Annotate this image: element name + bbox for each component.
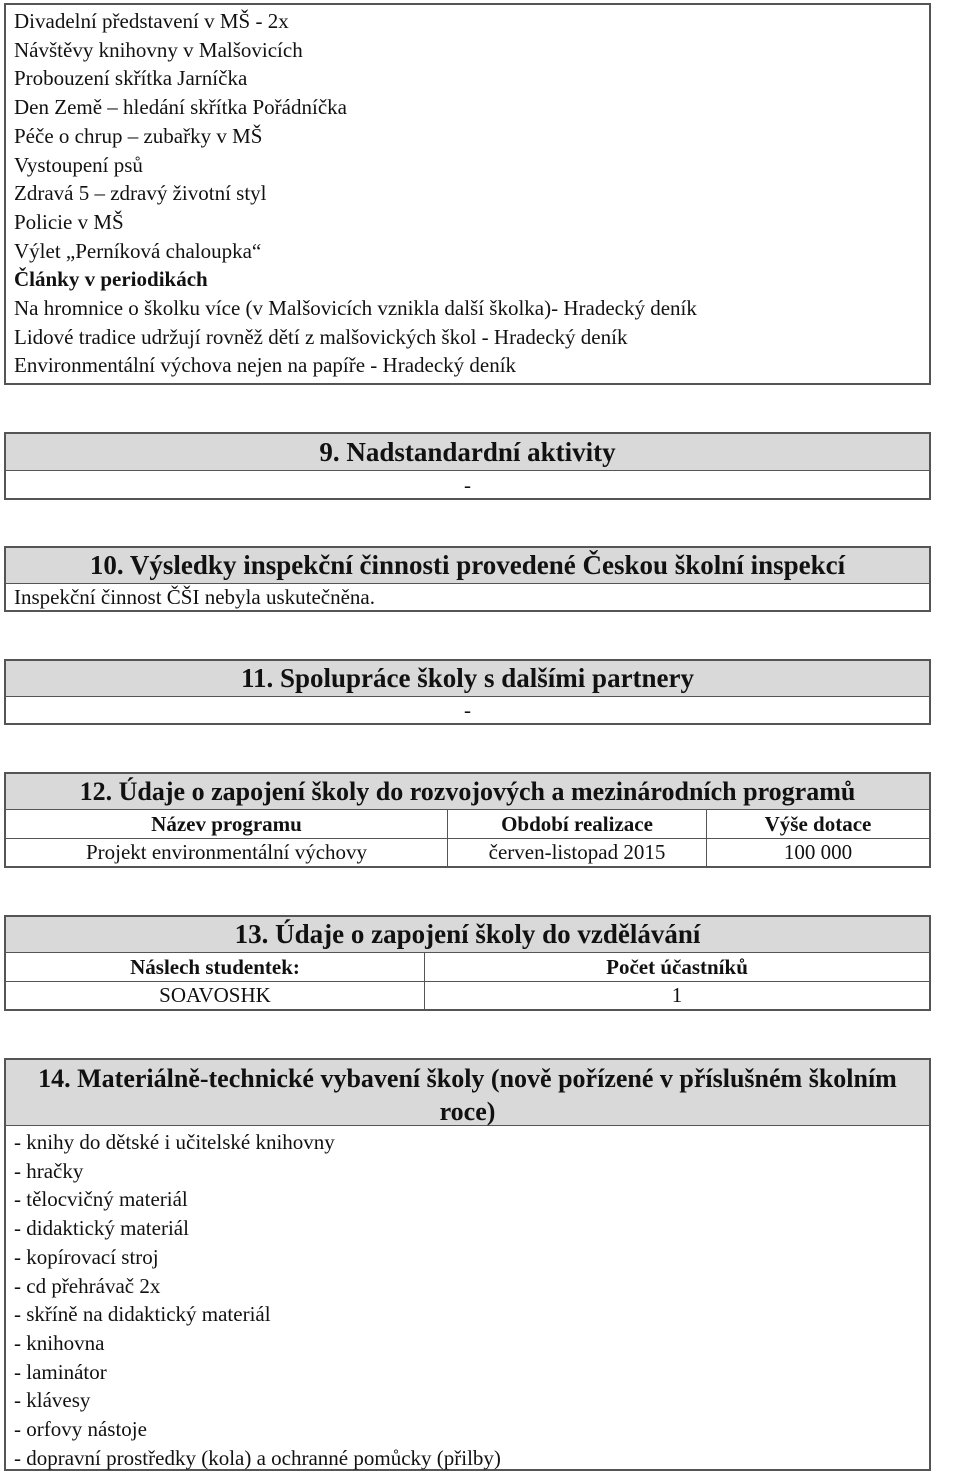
- section-12-title: 12. Údaje o zapojení školy do rozvojových a mezinárodních programů: [6, 774, 929, 810]
- list-item: Probouzení skřítka Jarníčka: [14, 66, 248, 91]
- list-item: - cd přehrávač 2x: [14, 1273, 161, 1298]
- list-item: - hračky: [14, 1158, 84, 1183]
- section-10-title: 10. Výsledky inspekční činnosti provedené Českou školní inspekcí: [6, 548, 929, 584]
- list-item: Divadelní představení v MŠ - 2x: [14, 9, 289, 33]
- column-header: Výše dotace: [706, 810, 929, 838]
- section-9-body: -: [464, 473, 471, 497]
- list-item: Zdravá 5 – zdravý životní styl: [14, 181, 267, 206]
- equipment-list: [6, 1126, 929, 1472]
- list-item: Vystoupení psů: [14, 152, 143, 177]
- table-row: [6, 981, 929, 1009]
- list-item: - orfovy nástoje: [14, 1417, 147, 1442]
- section-11: [4, 659, 931, 725]
- column-header: Období realizace: [447, 810, 706, 838]
- list-item: - didaktický materiál: [14, 1216, 189, 1241]
- column-header: Počet účastníků: [424, 953, 929, 981]
- list-item: Environmentální výchova nejen na papíře - Hradecký deník: [14, 353, 517, 378]
- list-item: - dopravní prostředky (kola) a ochranné pomůcky (přilby): [14, 1445, 501, 1470]
- section-10-body: Inspekční činnost ČŠI nebyla uskutečněna.: [14, 585, 375, 609]
- list-item: - kopírovací stroj: [14, 1244, 159, 1269]
- list-item: Výlet „Perníková chaloupka“: [14, 238, 262, 263]
- list-item: - skříně na didaktický materiál: [14, 1302, 271, 1327]
- list-item: - knihy do dětské i učitelské knihovny: [14, 1130, 335, 1154]
- table-cell: 1: [424, 982, 929, 1009]
- section-9: [4, 432, 931, 500]
- list-item: - laminátor: [14, 1359, 107, 1384]
- list-item: Návštěvy knihovny v Malšovicích: [14, 37, 303, 62]
- table-cell: Projekt environmentální výchovy: [85, 840, 368, 864]
- section-10: [4, 546, 931, 612]
- section-14-title: 14. Materiálně-technické vybavení školy (nově pořízené v příslušném školním roce): [6, 1060, 929, 1126]
- list-item: - klávesy: [14, 1388, 91, 1413]
- list-subheading: Články v periodikách: [14, 267, 208, 292]
- table-header-row: [6, 810, 929, 838]
- section-14: [4, 1058, 931, 1471]
- section-11-title: 11. Spolupráce školy s dalšími partnery: [6, 661, 929, 697]
- table-header-row: [6, 953, 929, 981]
- section-9-title: 9. Nadstandardní aktivity: [6, 434, 929, 471]
- section-13: [4, 915, 931, 1011]
- list-item: Policie v MŠ: [14, 209, 124, 234]
- list-item: - tělocvičný materiál: [14, 1187, 188, 1212]
- column-header: Název programu: [151, 811, 302, 836]
- list-item: - knihovna: [14, 1330, 105, 1355]
- list-item: Péče o chrup – zubařky v MŠ: [14, 123, 263, 148]
- table-cell: 100 000: [706, 839, 929, 866]
- section-13-title: 13. Údaje o zapojení školy do vzdělávání: [6, 917, 929, 953]
- table-cell: SOAVOSHK: [159, 983, 271, 1007]
- list-item: Na hromnice o školku více (v Malšovicích vznikla další školka)- Hradecký deník: [14, 296, 697, 321]
- column-header: Náslech studentek:: [130, 954, 300, 979]
- activities-list-box: [4, 3, 931, 385]
- list-item: Den Země – hledání skřítka Pořádníčka: [14, 95, 347, 120]
- table-cell: červen-listopad 2015: [447, 839, 706, 866]
- list-item: Lidové tradice udržují rovněž dětí z malšovických škol - Hradecký deník: [14, 324, 628, 349]
- section-11-body: -: [464, 698, 471, 722]
- section-12: [4, 772, 931, 868]
- table-row: [6, 838, 929, 866]
